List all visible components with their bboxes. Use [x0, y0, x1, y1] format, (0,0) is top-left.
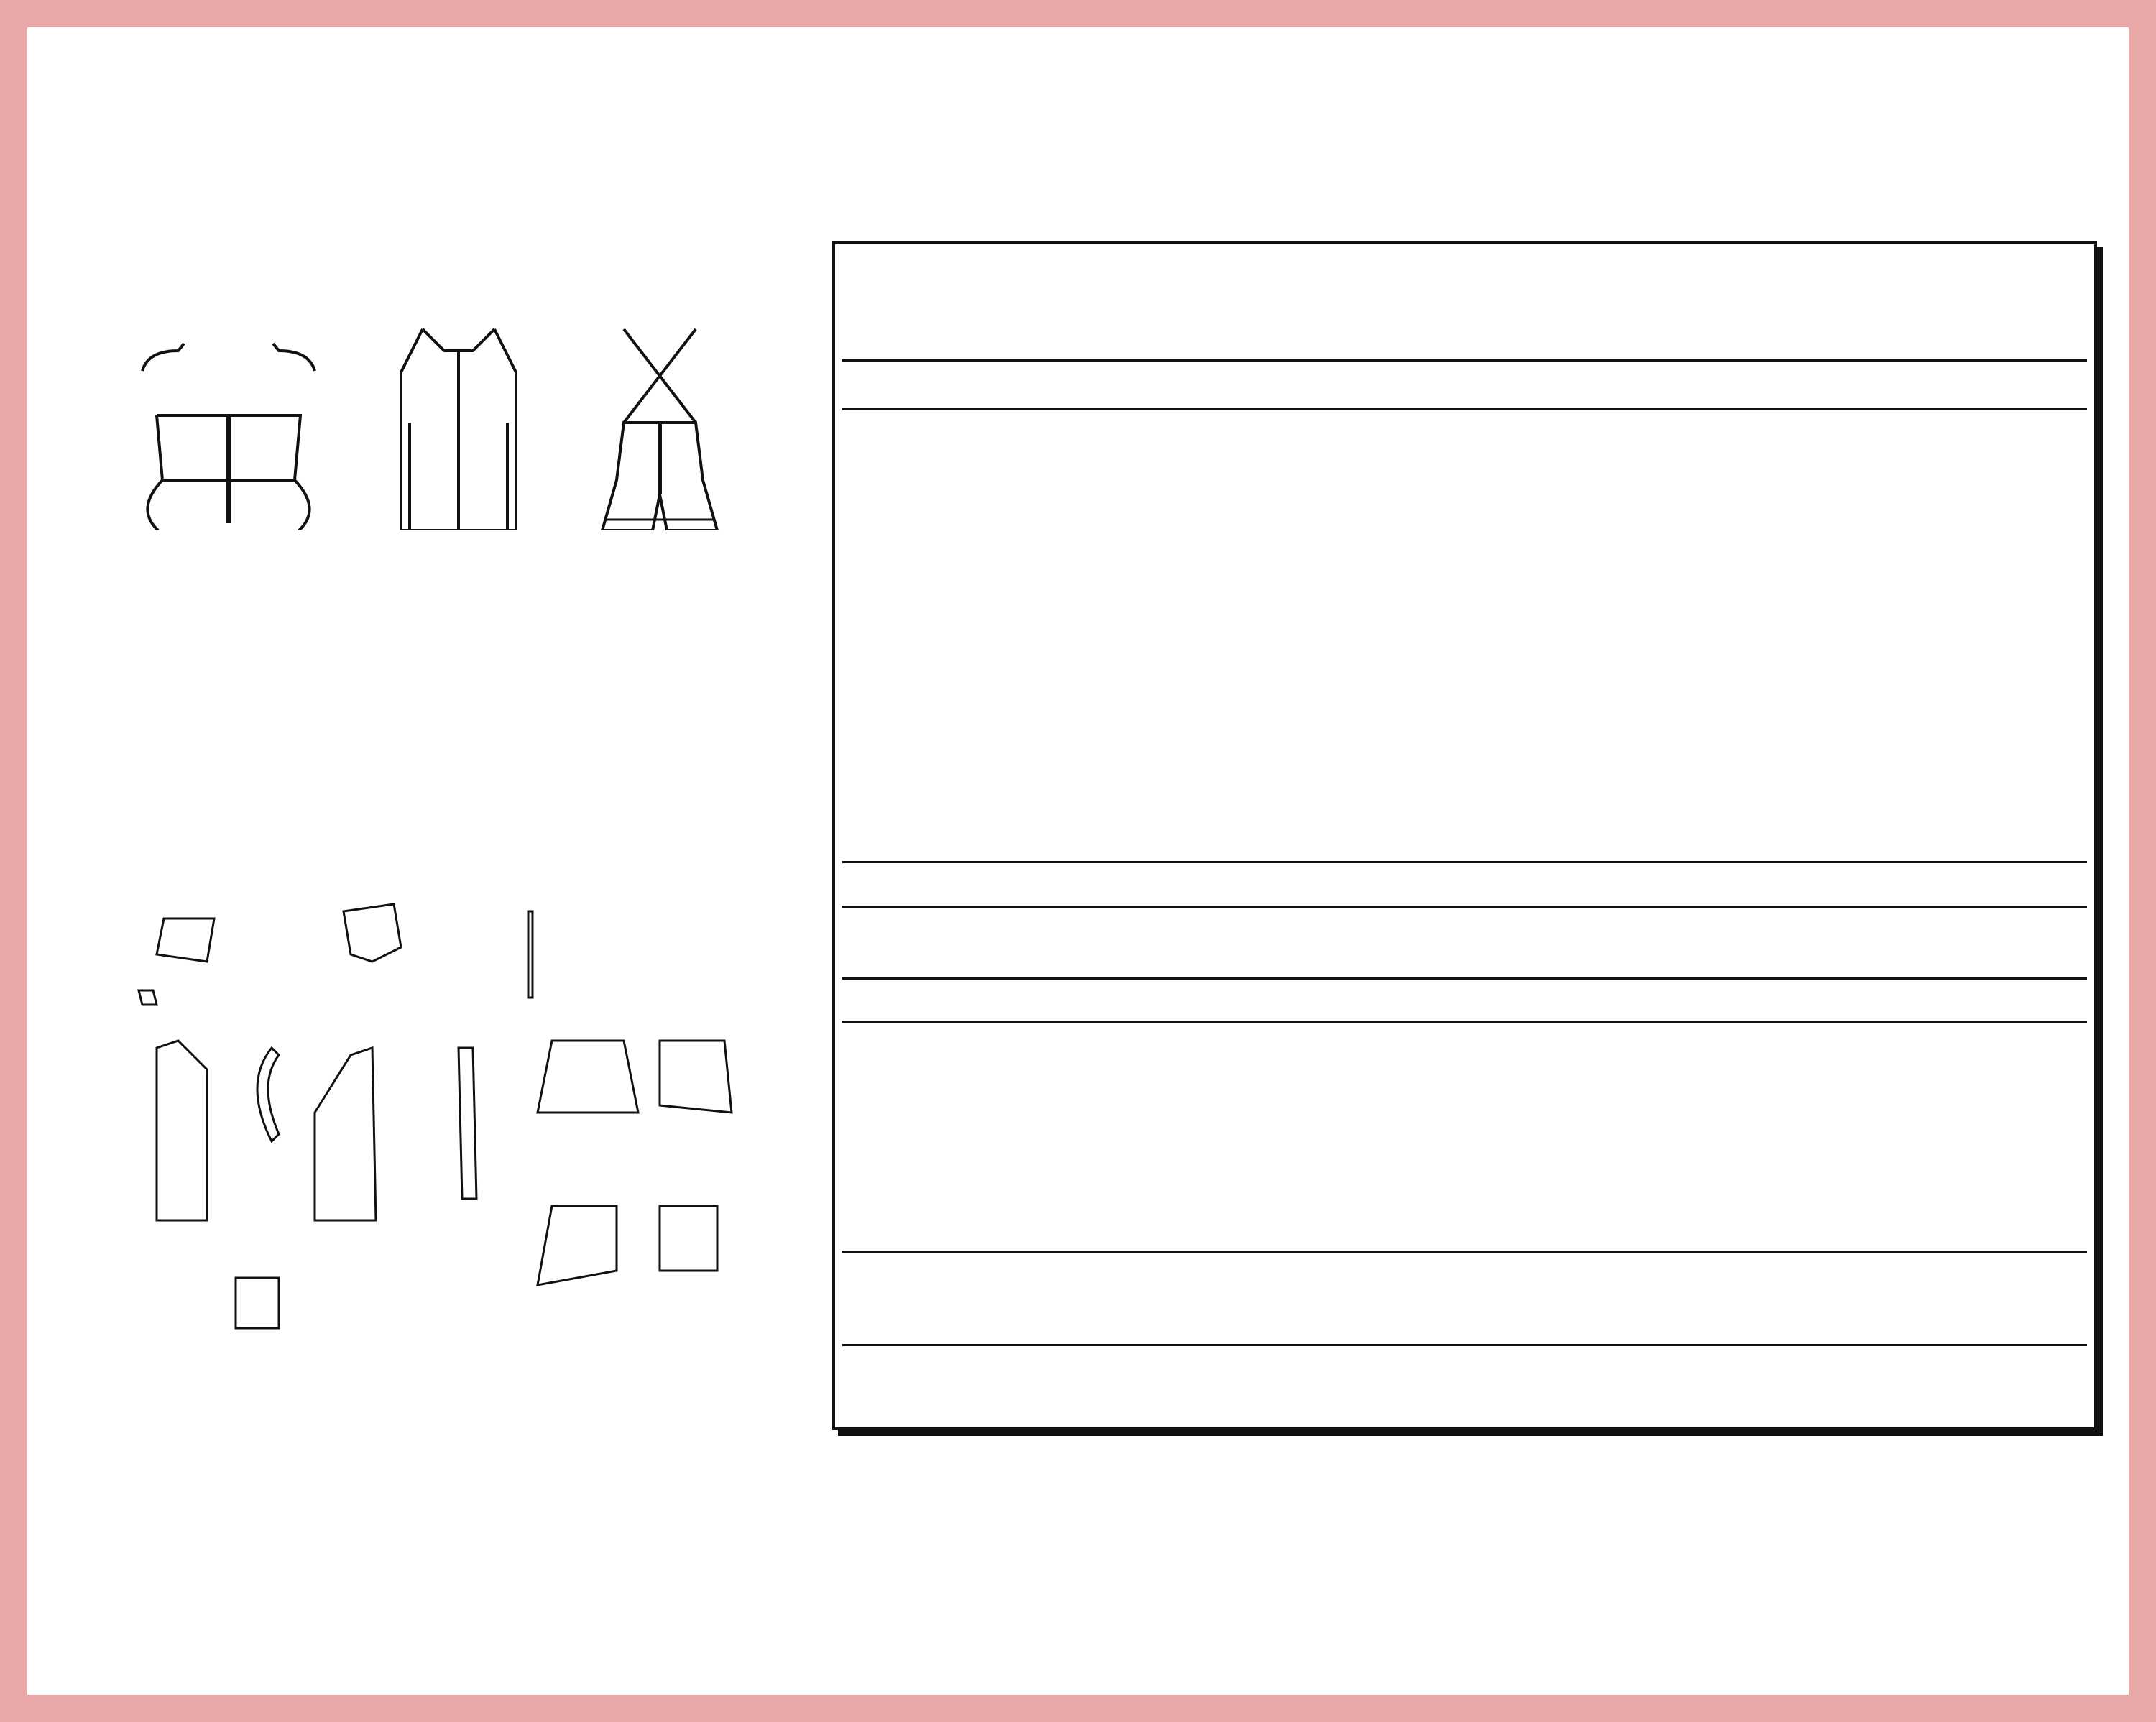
- playsuit-view2-front-drawing: [602, 329, 717, 530]
- piece-b-shape: [157, 918, 214, 962]
- divider: [842, 1251, 2087, 1253]
- divider: [842, 977, 2087, 980]
- piece-a-shape: [344, 904, 401, 962]
- piece-n-shape: [660, 1206, 717, 1271]
- piece-g-shape: [315, 1048, 376, 1220]
- piece-h-shape: [157, 1041, 207, 1220]
- piece-m-shape: [257, 1048, 279, 1141]
- pattern-sheet: [27, 27, 2129, 1695]
- coat-drawing: [401, 329, 516, 530]
- garment-illustrations: [106, 315, 753, 530]
- piece-e-shape: [538, 1041, 638, 1113]
- divider: [842, 1344, 2087, 1346]
- divider: [842, 408, 2087, 410]
- yardage-chart: [832, 241, 2097, 1430]
- playsuit-view1-back-drawing: [142, 344, 315, 530]
- piece-k-shape: [459, 1048, 476, 1199]
- divider: [842, 861, 2087, 863]
- piece-d-shape: [660, 1041, 732, 1113]
- divider: [842, 359, 2087, 362]
- divider: [842, 906, 2087, 908]
- pattern-pieces-diagram: [135, 897, 739, 1350]
- divider: [842, 1021, 2087, 1023]
- piece-l-shape: [139, 990, 157, 1005]
- piece-p-shape: [538, 1206, 617, 1285]
- piece-c-shape: [528, 911, 533, 998]
- piece-f-shape: [236, 1278, 279, 1328]
